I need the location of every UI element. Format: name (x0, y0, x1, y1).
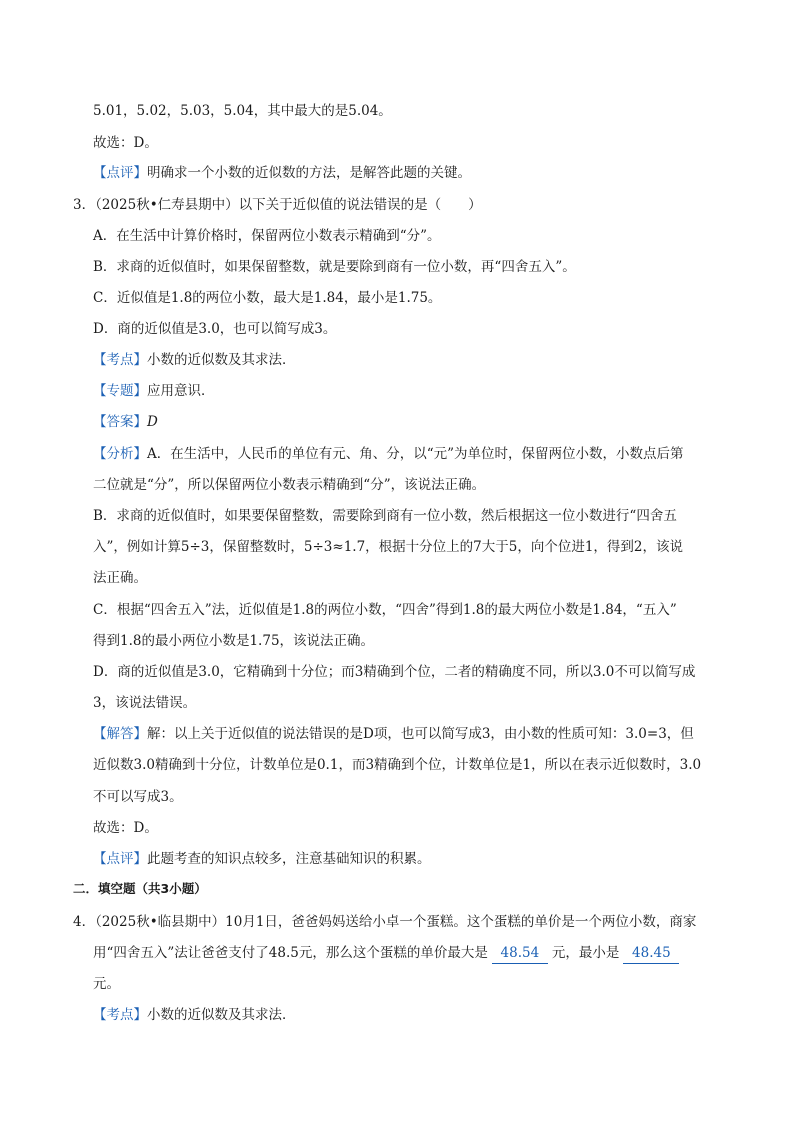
question-number: 4． (73, 914, 96, 930)
choice-line: 故选：D。 (93, 820, 158, 836)
analysis-line: 法正确。 (93, 570, 147, 586)
comment-line: 【点评】明确求一个小数的近似数的方法，是解答此题的关键。 (93, 165, 471, 181)
solution-line: 【解答】解：以上关于近似值的说法错误的是D项，也可以简写成3，由小数的性质可知：3.0=3，但 (93, 726, 694, 742)
comment-line: 【点评】此题考查的知识点较多，注意基础知识的积累。 (93, 851, 431, 867)
analysis-line: 入”，例如计算5÷3，保留整数时，5÷3≈1.7，根据十分位上的7大于5，向个位进1，得到2，该说 (93, 539, 684, 555)
question-4-line: 元。 (93, 976, 120, 992)
text-line: 5.01，5.02，5.03，5.04，其中最大的是5.04。 (93, 103, 392, 119)
section-heading: 二．填空题（共3小题） (73, 881, 207, 896)
kaodian-line: 【考点】小数的近似数及其求法． (93, 1007, 296, 1023)
kaodian-line: 【考点】小数的近似数及其求法． (93, 352, 296, 368)
option-b: B．求商的近似值时，如果保留整数，就是要除到商有一位小数，再“四舍五入”。 (93, 259, 576, 275)
answer-blank-min: 48.45 (623, 943, 679, 964)
option-d: D．商的近似值是3.0，也可以简写成3。 (93, 321, 337, 337)
answer-blank-max: 48.54 (492, 943, 548, 964)
solution-line: 近似数3.0精确到十分位，计数单位是0.1，而3精确到个位，计数单位是1，所以在表示近似数时，3.0 (93, 757, 702, 773)
analysis-line: 二位就是“分”，所以保留两位小数表示精确到“分”，该说法正确。 (93, 477, 486, 493)
question-4-stem: 4．（2025秋•临县期中）10月1日，爸爸妈妈送给小卓一个蛋糕。这个蛋糕的单价是一个两位小数，商家 (73, 914, 697, 930)
zhuanti-line: 【专题】应用意识． (93, 383, 215, 399)
analysis-line: 得到1.8的最小两位小数是1.75，该说法正确。 (93, 633, 375, 649)
comment-tag: 【点评】 (93, 165, 147, 181)
answer-line: 【答案】D (93, 414, 158, 430)
option-a: A．在生活中计算价格时，保留两位小数表示精确到“分”。 (93, 228, 441, 244)
analysis-line: 3，该说法错误。 (93, 695, 197, 711)
text-line: 故选：D。 (93, 135, 158, 151)
analysis-line: C．根据“四舍五入”法，近似值是1.8的两位小数，“四舍”得到1.8的最大两位小数是1.84，“五入” (93, 602, 677, 618)
solution-line: 不可以写成3。 (93, 789, 183, 805)
question-3-stem: 3．（2025秋•仁寿县期中）以下关于近似值的说法错误的是（ ） (73, 197, 482, 213)
analysis-line: D．商的近似值是3.0，它精确到十分位；而3精确到个位，二者的精确度不同，所以3.0不可以简写成 (93, 664, 696, 680)
analysis-line: 【分析】A．在生活中，人民币的单位有元、角、分，以“元”为单位时，保留两位小数，小数点后第 (93, 446, 684, 462)
question-4-line: 用“四舍五入”法让爸爸支付了48.5元，那么这个蛋糕的单价最大是 48.54 元，最小是 48.45 (93, 943, 683, 964)
option-c: C．近似值是1.8的两位小数，最大是1.84，最小是1.75。 (93, 290, 442, 306)
question-number: 3． (73, 197, 96, 213)
analysis-line: B．求商的近似值时，如果要保留整数，需要除到商有一位小数，然后根据这一位小数进行“四舍五 (93, 508, 677, 524)
